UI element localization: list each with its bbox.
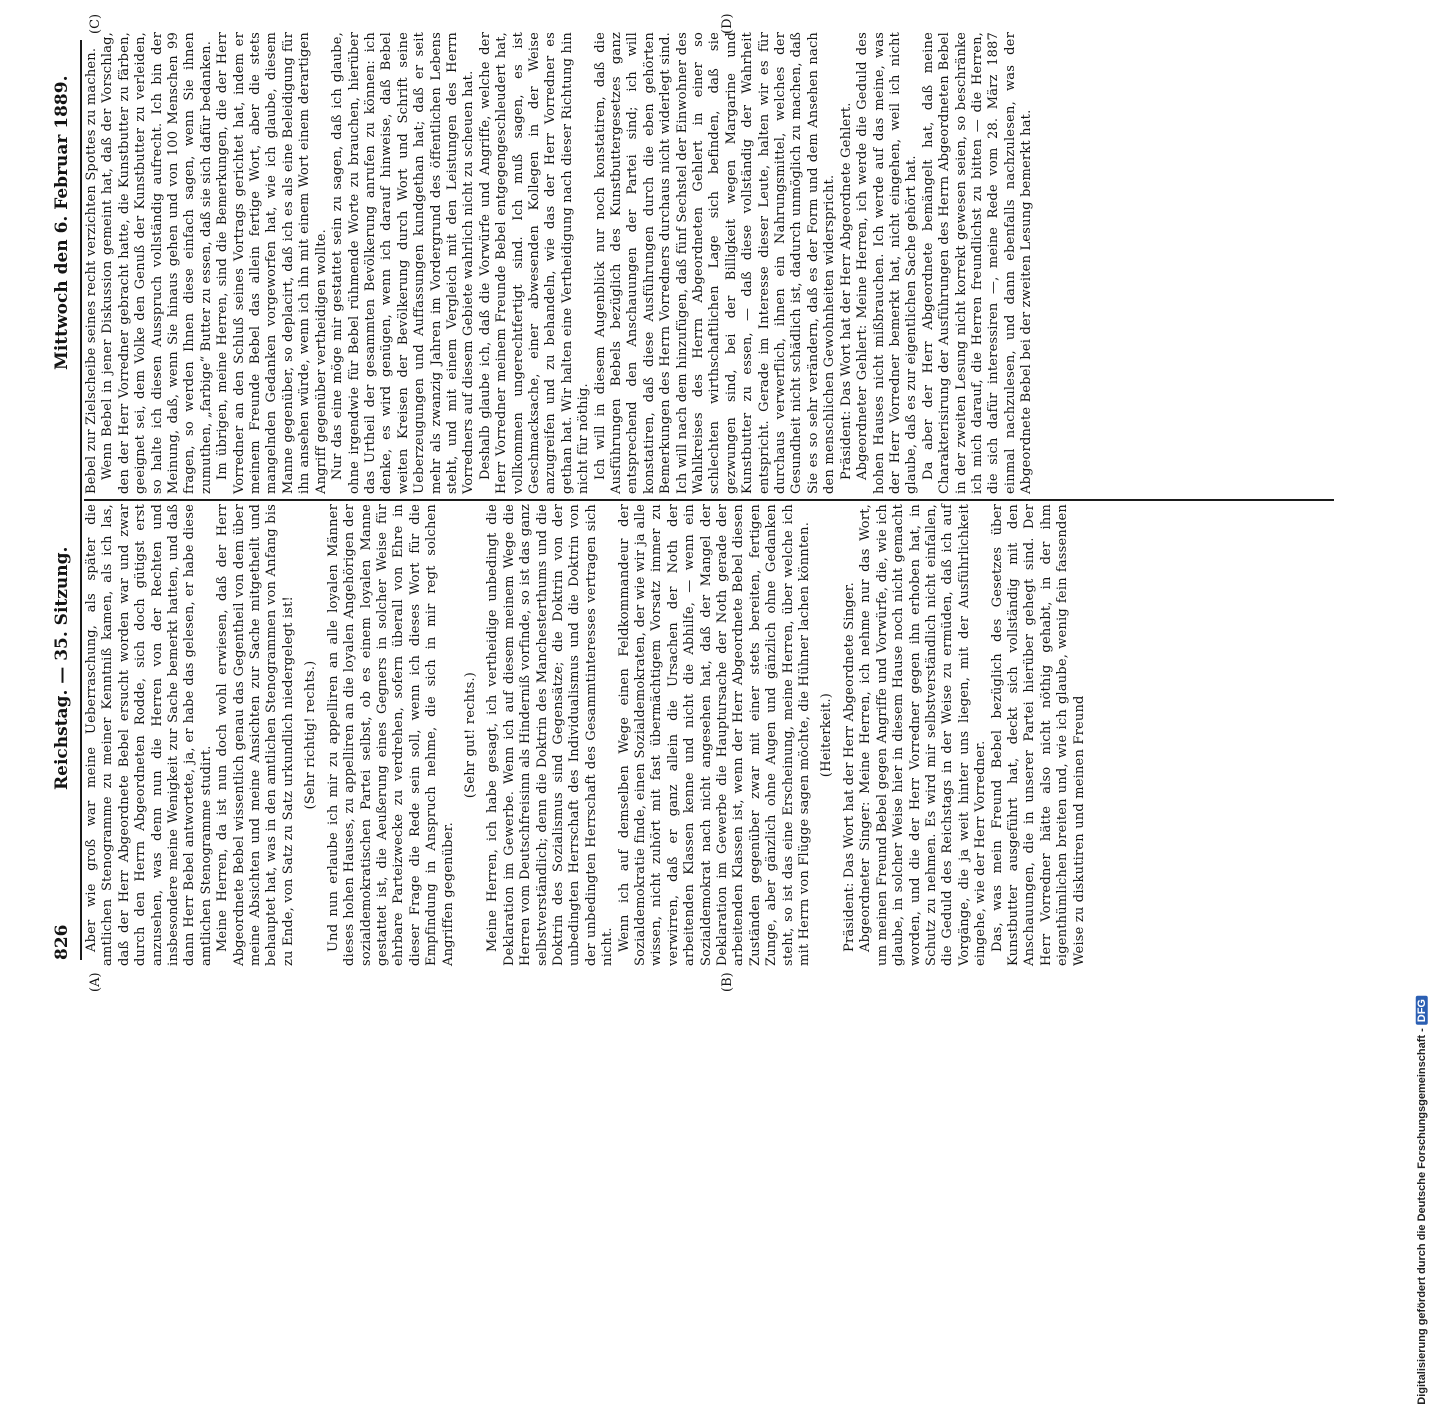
paragraph: Nur das eine möge mir gestattet sein zu sagen, daß ich glaube, ohne irgendwie für Bebel rühmende Worte zu brauchen, hierüber das Urtheil der gesammten Bevölkerung anrufen zu können: ich denke, es wird genügen, wenn ich darauf hinweise, daß Bebel weiten Kreisen der Bevölkerung durch Wort und Schrift seine Ueberzeugungen und Auffassungen kundgethan hat; daß er seit mehr als zwanzig Jahren im Vordergrund des öffentlichen Lebens steht, und mit einem Vergleich mit den Leistungen des Herrn Vorredners auf diesem Gebiete wahrlich nicht zu scheuen hat. [330,32,477,494]
paragraph: Ich will in diesem Augenblick nur noch konstatiren, daß die Ausführungen Bebels bezüglich des Kunstbuttergesetzes ganz entsprechend den Anschauungen der Partei sind; ich will konstatiren, daß diese Ausführungen durch die eben gehörten Bemerkungen des Herrn Vorredners durchaus nicht widerlegt sind. Ich will nach dem hinzufügen, daß fünf Sechstel der Einwohner des Wahlkreises des Herrn Abgeordneten Gehlert in einer so schlechten wirthschaftlichen Lage sich befinden, daß sie gezwungen sind, bei der Billigkeit wegen Margarine und Kunstbutter zu essen, — daß diese vollständig der Wahrheit entspricht. Gerade im Interesse dieser Leute, halten wir es für durchaus verwerflich, ihnen ein Nahrungsmittel, welches der Gesundheit nicht schädlich ist, dadurch unmöglich zu machen, daß Sie es so sehr verändern, daß es der Form und dem Ansehen nach den menschlichen Gewohnheiten widerspricht. [592,32,838,494]
right-column [84,32,1334,494]
session-title: Reichstag. — 35. Sitzung. [52,546,72,790]
column-divider [84,499,1334,501]
speaker-turn: Präsident: Das Wort hat der Herr Abgeordnete Singer. [841,582,857,952]
margin-marker-b: (B) [720,972,735,992]
paragraph: Meine Herren, ich habe gesagt, ich vertheidige unbedingt die Deklaration im Gewerbe. Wenn ich auf diesem meinem Wege die Herren vom Deutschfreisinn als Hinderniß vorfinde, so ist das ganz selbstverständlich; denn die Doktrin des Manchesterthums und die Doktrin des Sozialismus sind Gegensätze; die Doktrin von der unbedingten Herrschaft des Individualismus und die Doktrin von der unbedingten Herrschaft des Gesammtinteresses vertragen sich nicht. [485,504,616,966]
paragraph: Bebel zur Zielscheibe seines recht verzichten Spottes zu machen. [84,47,99,494]
paragraph: Meine Herren, da ist nun doch wohl erwiesen, daß der Herr Abgeordnete Bebel wissentlich genau das Gegentheil von dem über meine Absichten und meine Ansichten zur Sache mitgetheilt und behauptet hat, was in den amtlichen Stenogrammen von Anfang bis zu Ende, von Satz zu Satz urkundlich niedergelegt ist! [215,504,296,966]
margin-marker-a: (A) [88,972,103,992]
paragraph: Aber wie groß war meine Ueberraschung, als später die amtlichen Stenogramme zu meiner Kenntniß kamen, als ich las, daß der Herr Abgeordnete Bebel ersucht worden war und zwar durch den Herrn Abgeordneten Rodde, sich doch gütigst erst anzusehen, was denn nun die Herren von der Rechten und insbesondere meine Wenigkeit zur Sache bemerkt hatten, und daß dann Herr Bebel antwortete, ja, er habe das gelesen, er habe diese amtlichen Stenogramme studirt. [84,504,214,966]
margin-marker-c: (C) [88,13,103,34]
paragraph: Abgeordneter Singer: Meine Herren, ich nehme nur das Wort, um meinen Freund Bebel gegen Angriffe und Vorwürfe, die, wie ich glaube, in solcher Weise hier in diesem Hause noch nicht gemacht worden, und die der Herr Vorredner gegen ihn erhoben hat, in Schutz zu nehmen. Es wird mir selbstverständlich nicht einfallen, die Geduld des Reichstags in der Weise zu ermüden, daß ich auf Vorgänge, die ja weit hinter uns liegen, mit der Ausführlichkeit eingehe, wie der Herr Vorredner. [858,504,989,966]
paragraph: Im übrigen, meine Herren, sind die Bemerkungen, die der Herr Vorredner an den Schluß seines Vortrags gerichtet hat, indem er meinem Freunde Bebel das allein fertige Wort, aber die stets mangelnden Gedanken vorgeworfen hat, wie ich glaube, diesem Manne gegenüber, so deplacirt, daß ich es als eine Beleidigung für ihn ansehen würde, wenn ich ihn mit einem Wort einem derartigen Angriff gegenüber vertheidigen wollte. [215,32,329,494]
dfg-badge: DFG [1416,996,1428,1025]
paragraph: Das, was mein Freund Bebel bezüglich des Gesetzes über Kunstbutter ausgeführt hat, deckt sich vollständig mit den Anschauungen, die in unserer Partei hierüber gehegt sind. Der Herr Vorredner hätte also nicht nöthig gehabt, in der ihm eigenthümlichen breiten und, wie ich glaube, wenig fein fassenden Weise zu diskutiren und meinen Freund [989,504,1087,966]
paragraph: Wenn ich auf demselben Wege einen Feldkommandeur der Sozialdemokratie finde, einen Sozialdemokraten, der wie wir ja alle wissen, nicht zuhört mit fast übermächtigem Vorsatz immer zu verwirren, daß er ganz allein die Ursachen der Noth der arbeitenden Klassen kenne und nicht die Abhilfe, — wenn ein Sozialdemokrat nach nicht angesehen hat, daß der Mangel der Deklaration im Gewerbe die Hauptursache der Noth gerade der arbeitenden Klassen ist, wenn der Herr Abgeordnete Bebel diesen Zuständen gegenüber zwar mit einer stets bereiten, fertigen Zunge, aber gänzlich ohne Augen und gänzlich ohne Gedanken steht, so ist das eine Erscheinung, meine Herren, über welche ich mit Herrn von Flügge sagen möchte, die Hühner lachen könnten. [616,504,813,966]
paragraph: Da aber der Herr Abgeordnete bemängelt hat, daß meine Charakterisirung der Ausführungen des Herrn Abgeordneten Bebel in der zweiten Lesung nicht korrekt gewesen seien, so beschränke ich mich darauf, die Herren freundlichst zu bitten — die Herren, die sich dafür interessiren —, meine Rede vom 28. März 1887 einmal nachzulesen, und dann ebenfalls nachzulesen, was der Abgeordnete Bebel bei der zweiten Lesung bemerkt hat. [920,32,1035,494]
laughter-note: (Heiterkeit.) [819,692,835,778]
session-date: Mittwoch den 6. Februar 1889. [52,75,72,370]
paragraph: Wenn Bebel in jener Diskussion gemeint hat, daß der Vorschlag, den der Herr Vorredner gebracht hatte, die Kunstbutter zu färben, geeignet sei, dem Volke den Genuß der Kunstbutter zu verleiden, so halte ich diesen Ausspruch vollständig aufrecht. Ich bin der Meinung, daß, wenn Sie hinaus gehen und von 100 Menschen 99 fragen, so werden Ihnen diese einfach sagen, wenn Sie ihnen zumuthen, „farbige“ Butter zu essen, daß sie sich dafür bedanken. [100,32,214,494]
speaker-turn: Präsident: Das Wort hat der Herr Abgeordnete Gehlert. [838,102,854,480]
credit-text: Digitalisierung gefördert durch die Deutsche Forschungsgemeinschaft - [1416,1028,1428,1405]
page-header [52,40,82,960]
applause-note: (Sehr gut! rechts.) [462,671,478,799]
left-column [84,504,1334,966]
applause-note: (Sehr richtig! rechts.) [303,660,319,810]
page-number: 826 [52,924,72,960]
paragraph: Deshalb glaube ich, daß die Vorwürfe und Angriffe, welche der Herr Vorredner meinem Freunde Bebel entgegengeschleudert hat, vollkommen ungerechtfertigt sind. Ich muß sagen, es ist Geschmacksache, einer abwesenden Kollegen in der Weise anzugreifen und zu behandeln, wie das der Herr Vorredner es gethan hat. Wir halten eine Vertheidigung nach dieser Richtung hin nicht für nöthig. [477,32,592,494]
header-rule [80,40,82,960]
paragraph: Abgeordneter Gehlert: Meine Herren, ich werde die Geduld des hohen Hauses nicht mißbrauchen. Ich werde auf das meine, was der Herr Vorredner bemerkt hat, nicht eingehen, weil ich nicht glaube, daß es zur eigentlichen Sache gehört hat. [855,32,920,494]
margin-marker-d: (D) [720,13,735,34]
digitization-credit [1416,996,1428,1405]
paragraph: Und nun erlaube ich mir zu appelliren an alle loyalen Männer dieses hohen Hauses, zu appelliren an die loyalen Angehörigen der sozialdemokratischen Partei selbst, ob es einem loyalen Manne gestattet ist, die Aeußerung eines Gegners in solcher Weise für ehrbare Parteizwecke zu verdrehen, sofern überall von Ehre in dieser Frage die Rede sein soll, wenn ich dieses Wort für die Empfindung in Anspruch nehme, die sich in mir regt solchen Angriffen gegenüber. [325,504,456,966]
